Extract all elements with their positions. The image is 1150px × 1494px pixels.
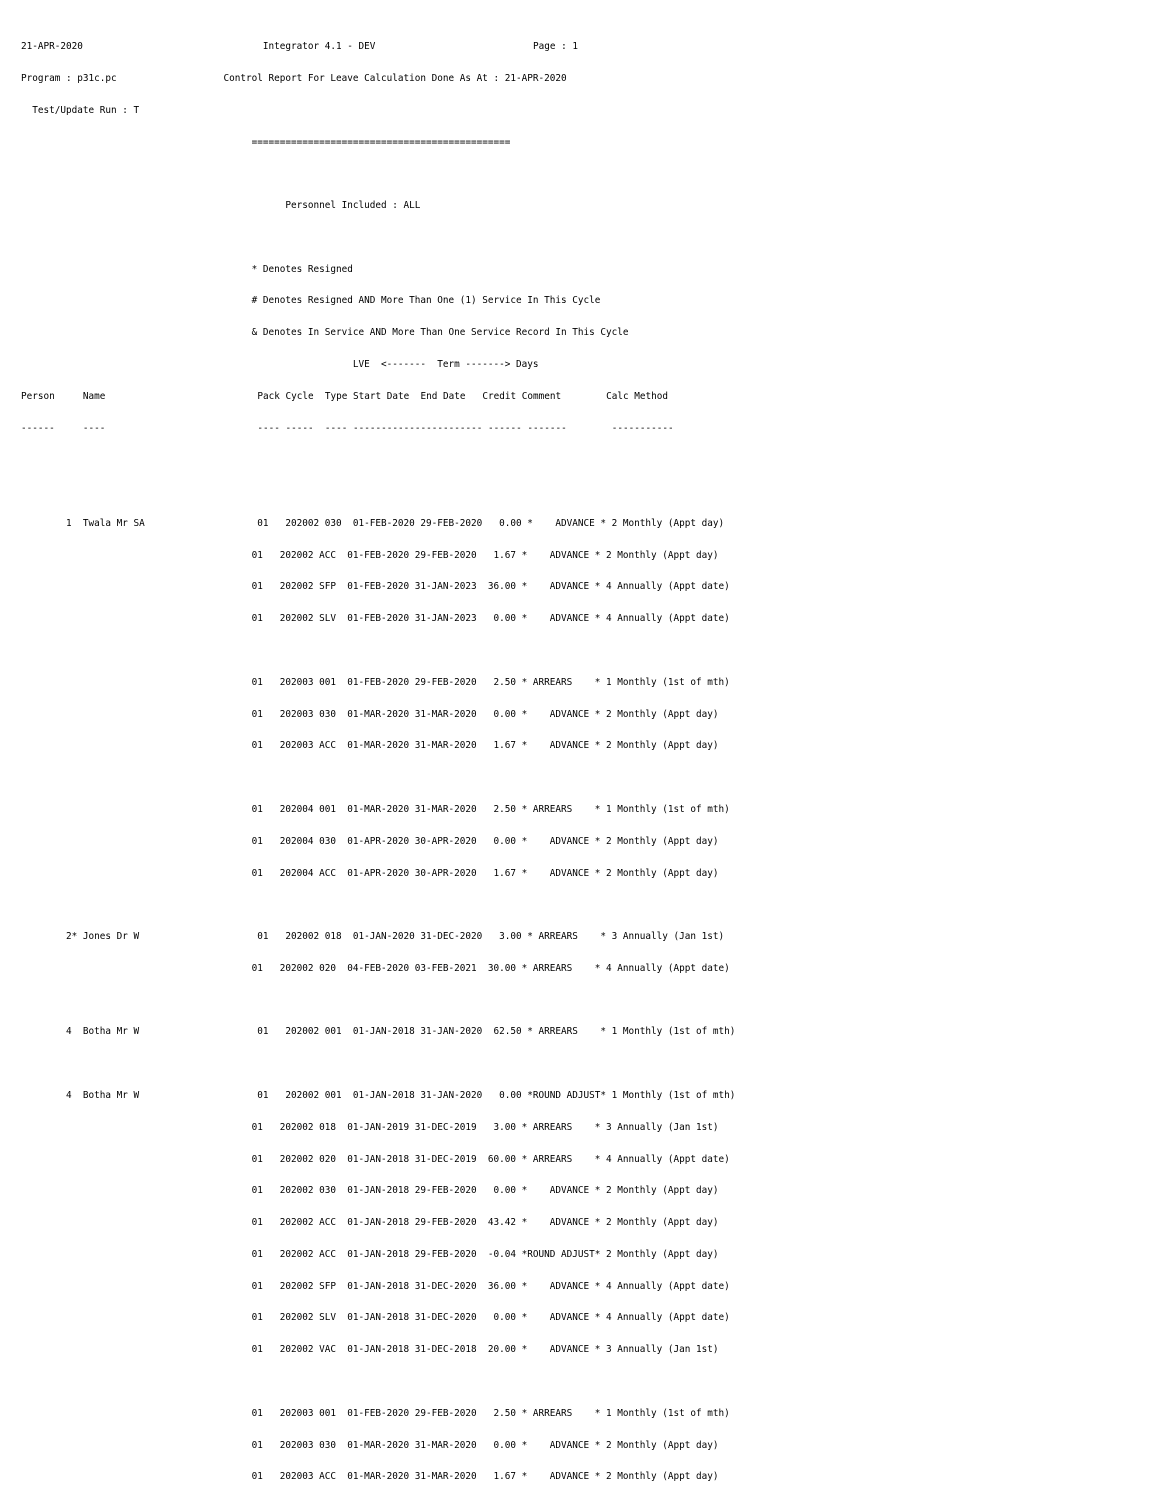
report-line: 01 202002 SFP 01-JAN-2018 31-DEC-2020 36.00 * ADVANCE * 4 Annually (Appt date) [21, 1280, 730, 1292]
legend-line [21, 265, 735, 276]
report-line: 01 202002 SLV 01-FEB-2020 31-JAN-2023 0.00 * ADVANCE * 4 Annually (Appt date) [21, 613, 730, 625]
report-line: 2* Jones Dr W 01 202002 018 01-JAN-2020 31-DEC-2020 3.00 * ARREARS * 3 Annually (Jan 1st) [21, 931, 725, 943]
report-line [21, 455, 735, 466]
report-line: 01 202002 SFP 01-FEB-2020 31-JAN-2023 36.00 * ADVANCE * 4 Annually (Appt date) [21, 581, 730, 593]
report-line: 01 202002 018 01-JAN-2019 31-DEC-2019 3.00 * ARREARS * 3 Annually (Jan 1st) [21, 1121, 719, 1133]
column-person: Person [21, 390, 55, 402]
column-underline [21, 424, 735, 435]
report-line: 01 202002 ACC 01-JAN-2018 29-FEB-2020 -0.04 *ROUND ADJUST* 2 Monthly (Appt day) [21, 1248, 719, 1260]
report-line: 01 202002 030 01-JAN-2018 29-FEB-2020 0.00 * ADVANCE * 2 Monthly (Appt day) [21, 1185, 719, 1197]
report-line: 01 202002 020 01-JAN-2018 31-DEC-2019 60.00 * ARREARS * 4 Annually (Appt date) [21, 1153, 730, 1165]
program-name: Program : p31c.pc [21, 72, 117, 84]
report-line: 01 202004 ACC 01-APR-2020 30-APR-2020 1.67 * ADVANCE * 2 Monthly (Appt day) [21, 867, 719, 879]
report-line [21, 996, 735, 1007]
report-line [21, 1059, 735, 1070]
report-line: 01 202002 ACC 01-FEB-2020 29-FEB-2020 1.67 * ADVANCE * 2 Monthly (Appt day) [21, 549, 719, 561]
leave-calculation-report [21, 21, 735, 1494]
report-line: 01 202003 001 01-FEB-2020 29-FEB-2020 2.50 * ARREARS * 1 Monthly (1st of mth) [21, 1407, 730, 1419]
underline-rest: ---- ----- ---- ----------------------- ------ ------- ----------- [257, 422, 674, 434]
app-title: Integrator 4.1 - DEV [262, 41, 376, 53]
blank-line [21, 233, 735, 244]
legend-resigned-multi-service: # Denotes Resigned AND More Than One (1) Service In This Cycle [251, 295, 601, 307]
header-line-3 [21, 106, 735, 117]
report-line: 01 202003 030 01-MAR-2020 31-MAR-2020 0.00 * ADVANCE * 2 Monthly (Appt day) [21, 708, 719, 720]
report-date: 21-APR-2020 [21, 41, 83, 53]
legend-line [21, 296, 735, 307]
report-line [21, 773, 735, 784]
report-line: 01 202003 001 01-FEB-2020 29-FEB-2020 2.50 * ARREARS * 1 Monthly (1st of mth) [21, 676, 730, 688]
report-line [21, 487, 735, 498]
column-header-line-1 [21, 360, 735, 371]
title-underline: ============================================== [251, 136, 511, 148]
report-line: 01 202004 030 01-APR-2020 30-APR-2020 0.00 * ADVANCE * 2 Monthly (Appt day) [21, 835, 719, 847]
report-line: 4 Botha Mr W 01 202002 001 01-JAN-2018 31-JAN-2020 0.00 *ROUND ADJUST* 1 Monthly (1st of mth) [21, 1089, 736, 1101]
report-line: 01 202002 ACC 01-JAN-2018 29-FEB-2020 43.42 * ADVANCE * 2 Monthly (Appt day) [21, 1217, 719, 1229]
report-line: 01 202004 001 01-MAR-2020 31-MAR-2020 2.50 * ARREARS * 1 Monthly (1st of mth) [21, 803, 730, 815]
report-line: 01 202003 ACC 01-MAR-2020 31-MAR-2020 1.67 * ADVANCE * 2 Monthly (Appt day) [21, 740, 719, 752]
report-line: 01 202002 SLV 01-JAN-2018 31-DEC-2020 0.00 * ADVANCE * 4 Annually (Appt date) [21, 1312, 730, 1324]
legend-in-service-multi-record: & Denotes In Service AND More Than One Service Record In This Cycle [251, 327, 629, 339]
legend-line [21, 328, 735, 339]
page-number: Page : 1 [532, 41, 578, 53]
report-line: 01 202003 030 01-MAR-2020 31-MAR-2020 0.00 * ADVANCE * 2 Monthly (Appt day) [21, 1439, 719, 1451]
report-line: 01 202003 ACC 01-MAR-2020 31-MAR-2020 1.67 * ADVANCE * 2 Monthly (Appt day) [21, 1471, 719, 1483]
column-header-upper: LVE <------- Term -------> Days [352, 359, 539, 370]
blank-line [21, 169, 735, 180]
report-line [21, 900, 735, 911]
personnel-included: Personnel Included : ALL [285, 200, 421, 212]
header-line-1 [21, 42, 735, 53]
column-name: Name [82, 390, 106, 402]
column-header-lower: Pack Cycle Type Start Date End Date Credit Comment Calc Method [257, 390, 668, 402]
column-header-line-2 [21, 392, 735, 403]
report-title: Control Report For Leave Calculation Done As At : 21-APR-2020 [223, 72, 567, 84]
underline-person: ------ [21, 422, 55, 434]
report-line: 01 202002 020 04-FEB-2020 03-FEB-2021 30.00 * ARREARS * 4 Annually (Appt date) [21, 962, 730, 974]
report-line [21, 1377, 735, 1388]
underline-name: ---- [82, 422, 106, 434]
legend-resigned: * Denotes Resigned [251, 263, 353, 275]
run-mode: Test/Update Run : T [32, 104, 140, 116]
header-line-2 [21, 74, 735, 85]
header-line-4 [21, 138, 735, 149]
report-line [21, 646, 735, 657]
report-line: 1 Twala Mr SA 01 202002 030 01-FEB-2020 29-FEB-2020 0.00 * ADVANCE * 2 Monthly (Appt day) [21, 517, 725, 529]
report-line: 01 202002 VAC 01-JAN-2018 31-DEC-2018 20.00 * ADVANCE * 3 Annually (Jan 1st) [21, 1344, 719, 1356]
personnel-line [21, 201, 735, 212]
report-line: 4 Botha Mr W 01 202002 001 01-JAN-2018 31-JAN-2020 62.50 * ARREARS * 1 Monthly (1st of mth) [21, 1026, 736, 1038]
